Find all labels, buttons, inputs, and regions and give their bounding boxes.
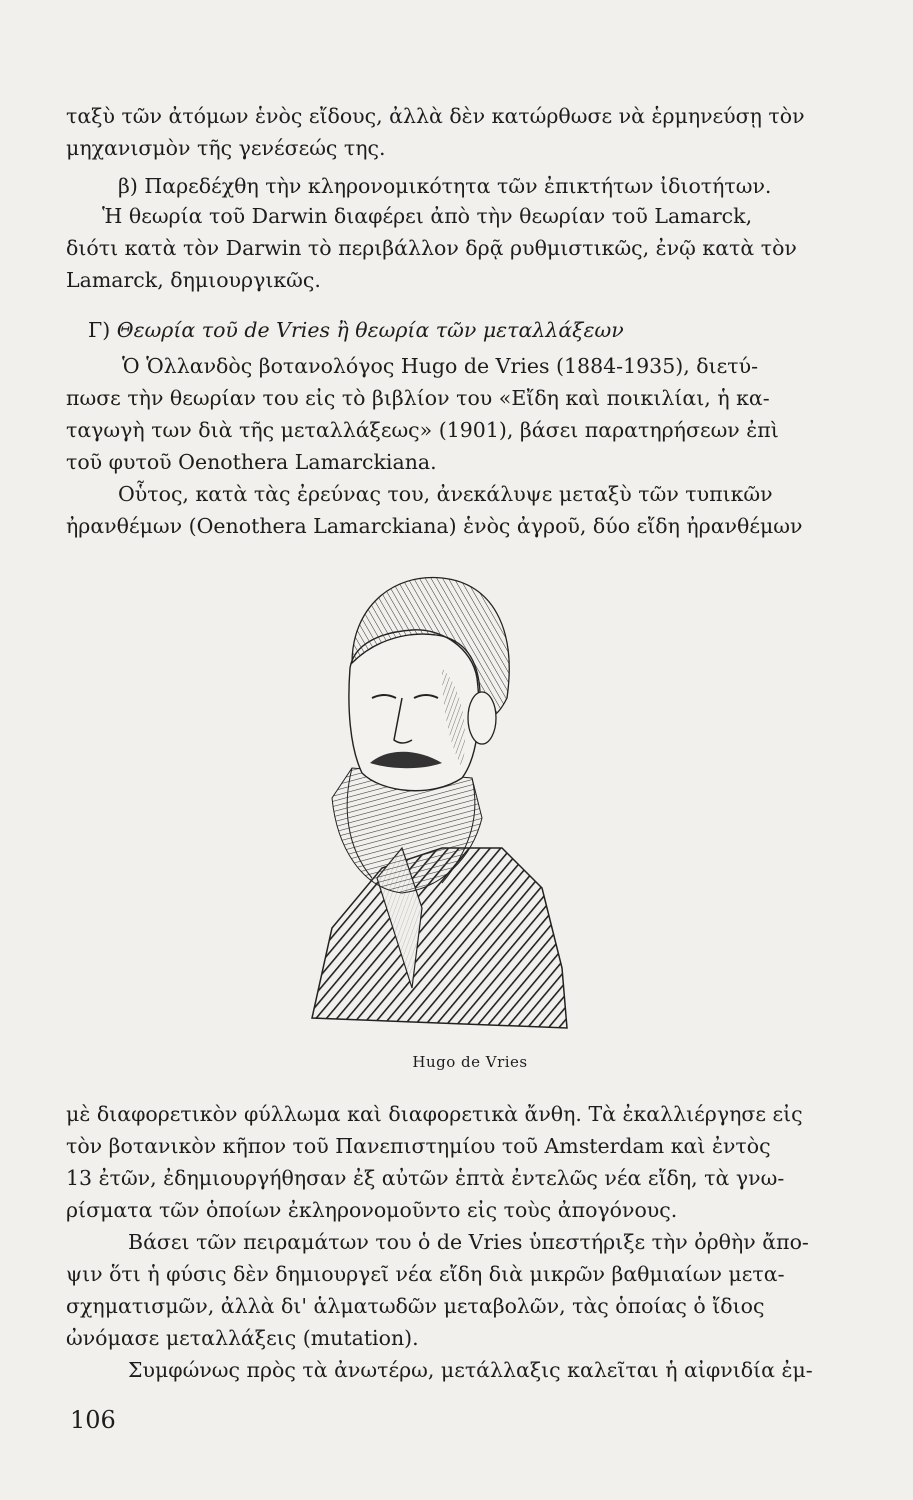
text-line: 13 ἐτῶν, ἐδημιουργήθησαν ἐξ αὐτῶν ἑπτὰ ἐντελῶς νέα εἴδη, τὰ γνω- <box>66 1166 785 1190</box>
text-line: Lamarck, δημιουργικῶς. <box>66 268 321 292</box>
text-line: Οὗτος, κατὰ τὰς ἐρεύνας του, ἀνεκάλυψε μεταξὺ τῶν τυπικῶν <box>118 482 773 506</box>
text-line: Συμφώνως πρὸς τὰ ἀνωτέρω, μετάλλαξις καλεῖται ἡ αἰφνιδία ἐμ- <box>128 1358 813 1382</box>
section-heading-label: Γ) <box>88 318 111 342</box>
section-heading <box>88 314 868 346</box>
paragraph-3 <box>66 200 898 296</box>
section-heading-title: Θεωρία τοῦ de Vries ἢ θεωρία τῶν μεταλλάξεων <box>116 318 624 342</box>
paragraph-1 <box>66 100 862 164</box>
text-line: β) Παρεδέχθη τὴν κληρονομικότητα τῶν ἐπικτήτων ἰδιοτήτων. <box>118 174 772 198</box>
figure-caption: Hugo de Vries <box>412 1053 528 1071</box>
text-line: ρίσματα τῶν ὁποίων ἐκληρονομοῦντο εἰς τοὺς ἀπογόνους. <box>66 1198 678 1222</box>
text-line: Βάσει τῶν πειραμάτων του ὁ de Vries ὑπεστήριξε τὴν ὀρθὴν ἄπο- <box>128 1230 809 1254</box>
paragraph-7 <box>66 1226 913 1354</box>
paragraph-5 <box>66 478 913 542</box>
paragraph-6 <box>66 1098 862 1226</box>
text-line: ταξὺ τῶν ἀτόμων ἑνὸς εἴδους, ἀλλὰ δὲν κατώρθωσε νὰ ἑρμηνεύσῃ τὸν <box>66 104 805 128</box>
text-line: σχηματισμῶν, ἀλλὰ δι' ἁλματωδῶν μεταβολῶν, τὰς ὁποίας ὁ ἴδιος <box>66 1294 765 1318</box>
text-line: ταγωγὴ των διὰ τῆς μεταλλάξεως» (1901), βάσει παρατηρήσεων ἐπὶ <box>66 418 779 442</box>
text-line: ψιν ὅτι ἡ φύσις δὲν δημιουργεῖ νέα εἴδη διὰ μικρῶν βαθμιαίων μετα- <box>66 1262 785 1286</box>
paragraph-4 <box>66 350 913 478</box>
paragraph-8 <box>66 1354 913 1386</box>
paragraph-2 <box>66 170 913 202</box>
text-line: ὠνόμασε μεταλλάξεις (mutation). <box>66 1326 419 1350</box>
text-line: ἠρανθέμων (Oenothera Lamarckiana) ἑνὸς ἀγροῦ, δύο εἴδη ἠρανθέμων <box>66 514 803 538</box>
text-line: τοῦ φυτοῦ Oenothera Lamarckiana. <box>66 450 437 474</box>
text-line: διότι κατὰ τὸν Darwin τὸ περιβάλλον δρᾷ ρυθμιστικῶς, ἐνῷ κατὰ τὸν <box>66 236 797 260</box>
page-number: 106 <box>70 1406 116 1434</box>
text-line: μὲ διαφορετικὸν φύλλωμα καὶ διαφορετικὰ ἄνθη. Τὰ ἐκαλλιέργησε εἰς <box>66 1102 803 1126</box>
text-line: μηχανισμὸν τῆς γενέσεώς της. <box>66 136 386 160</box>
text-line: Ὁ Ὁλλανδὸς βοτανολόγος Hugo de Vries (1884-1935), διετύ- <box>122 354 759 378</box>
hugo-de-vries-portrait <box>292 548 572 1048</box>
text-line: Ἡ θεωρία τοῦ Darwin διαφέρει ἀπὸ τὴν θεωρίαν τοῦ Lamarck, <box>102 204 753 228</box>
text-line: πωσε τὴν θεωρίαν του εἰς τὸ βιβλίον του «Εἴδη καὶ ποικιλίαι, ἡ κα- <box>66 386 770 410</box>
text-line: τὸν βοτανικὸν κῆπον τοῦ Πανεπιστημίου τοῦ Amsterdam καὶ ἐντὸς <box>66 1134 771 1158</box>
